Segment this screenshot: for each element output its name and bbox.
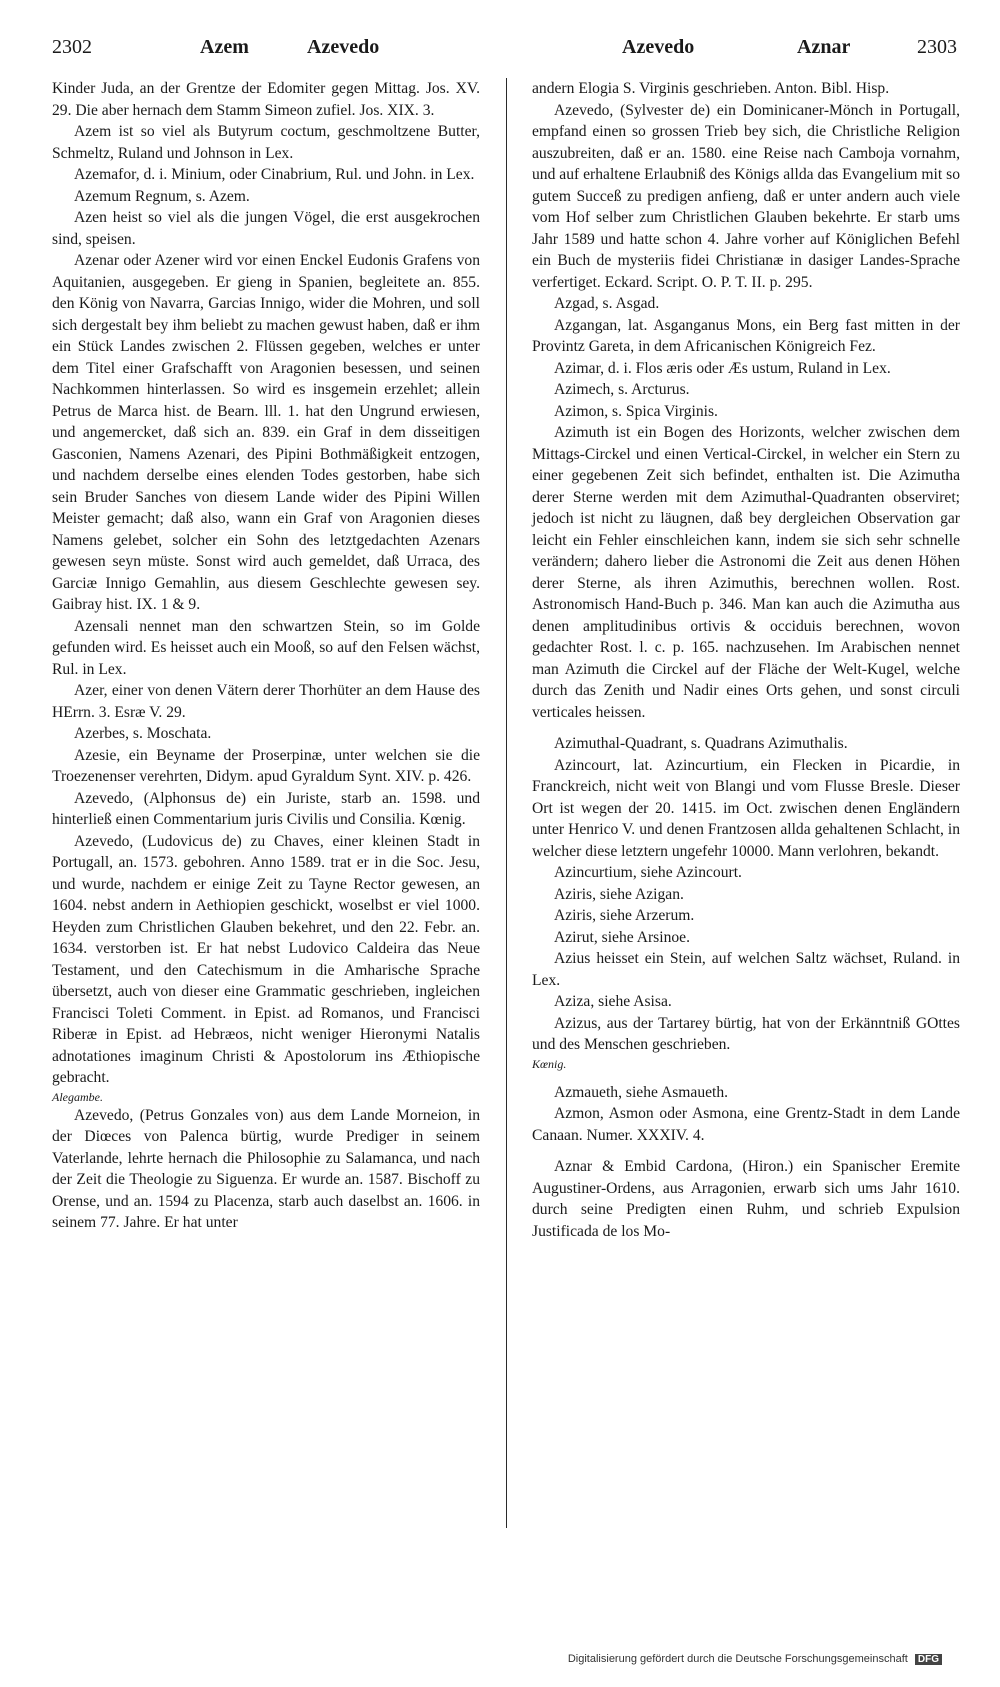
entry: Azgad, s. Asgad. xyxy=(554,295,660,312)
entry: Azimuthal-Quadrant, s. Quadrans Azimuthalis. xyxy=(554,735,848,752)
entry: Azimar, d. i. Flos æris oder Æs ustum, Ruland in Lex. xyxy=(554,359,891,377)
entry: Azevedo, (Ludovicus de) zu Chaves, einer kleinen Stadt in Portugall, an. 1573. gebohren. Anno 1589. trat er in die Soc. Jesu, und wurde, nachdem er einige Zeit zu Tayne Rector gewesen, an 1604. nebst andern in Aethiopien geschickt, woselbst er viel 1000. Heyden zum Christlichen Glauben bekehret, und den 22. Febr. an. 1634. verstorben ist. Er hat nebst Ludovico Caldeira das Neue Testament, und den Catechismum in die Amharische Sprache übersetzt, auch von dieser eine Grammatic geschrieben, ingleichen Francisci Toleti Comment. in Epist. ad Romanos, und Francisci Riberæ in Epist. ad Hebræos, nicht weniger Hieronymi Natalis adnotationes imaginum Christi & Apostolorum ins Æthiopische gebracht. xyxy=(52,832,480,1086)
entry: Azemafor, d. i. Minium, oder Cinabrium, Rul. und John. in Lex. xyxy=(74,166,475,183)
digitization-footer xyxy=(568,1653,942,1665)
dfg-logo: DFG xyxy=(915,1654,942,1665)
entry: Azirut, siehe Arsinoe. xyxy=(554,928,690,946)
entry: Aznar & Embid Cardona, (Hiron.) ein Spanischer Eremite Augustiner-Ordens, aus Arragonien, erwarb sich ums Jahr 1610. durch seine Predigten einen Ruhm, und schrieb Expulsion Justificada de los Mo- xyxy=(532,1158,960,1240)
entry: Aziris, siehe Arzerum. xyxy=(554,907,695,924)
entry: Azensali nennet man den schwartzen Stein, so im Golde gefunden wird. Es heisset auch ein Mooß, so auf den Felsen wächst, Rul. in Lex. xyxy=(52,617,480,678)
entry: Azizus, aus der Tartarey bürtig, hat von der Erkänntniß GOttes und des Menschen geschrieben. xyxy=(532,1014,960,1053)
left-catchword-1: Azem xyxy=(200,36,249,58)
right-catchword-1: Azevedo xyxy=(622,36,695,58)
left-catchword-2: Azevedo xyxy=(307,36,380,58)
entry: Azevedo, (Petrus Gonzales von) aus dem Lande Morneion, in der Diœces von Palenca bürtig, wurde Prediger in seinem Vaterlande, lehrte hernach die Philosophie zu Salamanca, und nach der Zeit die Theologie zu Siguenza. Er wurde an. 1587. Bischoff zu Orense, und an. 1594 zu Placenza, starb auch daselbst an. 1606. in seinem 77. Jahre. Er hat unter xyxy=(52,1106,480,1231)
running-header xyxy=(52,36,957,66)
right-catchword-2: Aznar xyxy=(797,36,851,58)
entry: Azmon, Asmon oder Asmona, eine Grentz-Stadt in dem Lande Canaan. Numer. XXXIV. 4. xyxy=(532,1105,960,1144)
page-number-left: 2302 xyxy=(52,36,92,58)
footer-text: Digitalisierung gefördert durch die Deutsche Forschungsgemeinschaft xyxy=(567,1653,908,1665)
entry: Azemum Regnum, s. Azem. xyxy=(74,187,250,205)
entry: Azer, einer von denen Vätern derer Thorhüter an dem Hause des HErrn. 3. Esræ V. 29. xyxy=(52,682,480,721)
entry: Azincourt, lat. Azincurtium, ein Flecken in Picardie, in Franckreich, nicht weit von Blangi und vom Flusse Bresle. Dieser Ort ist wegen der 20. 1415. im Oct. zwischen denen Engländern unter Henrico V. und denen Frantzosen allda gehaltenen Schlacht, in welcher diese letztern ungefehr 10000. Mann verlohren, bekandt. xyxy=(532,756,960,860)
entry: Aziza, siehe Asisa. xyxy=(554,993,672,1010)
page-number-right: 2303 xyxy=(917,36,957,58)
entry: andern Elogia S. Virginis geschrieben. Anton. Bibl. Hisp. xyxy=(532,80,890,97)
source-note: Alegambe. xyxy=(52,1089,103,1104)
entry: Kinder Juda, an der Grentze der Edomiter gegen Mittag. Jos. XV. 29. Die aber hernach dem Stamm Simeon zufiel. Jos. XIX. 3. xyxy=(52,80,480,119)
entry: Azius heisset ein Stein, auf welchen Saltz wächset, Ruland. in Lex. xyxy=(532,950,960,989)
entry: Azgangan, lat. Asganganus Mons, ein Berg fast mitten in der Provintz Gareta, in dem Africanischen Königreich Fez. xyxy=(532,316,960,355)
entry: Azem ist so viel als Butyrum coctum, geschmoltzene Butter, Schmeltz, Ruland und Johnson in Lex. xyxy=(52,123,480,162)
source-note: Kœnig. xyxy=(532,1056,567,1071)
entry: Azimon, s. Spica Virginis. xyxy=(554,402,718,420)
entry: Aziris, siehe Azigan. xyxy=(554,885,684,903)
entry: Azesie, ein Beyname der Proserpinæ, unter welchen sie die Troezenenser verehrten, Didym. apud Gyraldum Synt. XIV. p. 426. xyxy=(52,746,480,785)
left-column xyxy=(52,78,480,1234)
entry: Azmaueth, siehe Asmaueth. xyxy=(554,1083,729,1101)
entry: Azincurtium, siehe Azincourt. xyxy=(554,864,742,881)
right-column xyxy=(532,78,960,1242)
entry: Azen heist so viel als die jungen Vögel, die erst ausgekrochen sind, speisen. xyxy=(52,209,480,248)
entry: Azimuth ist ein Bogen des Horizonts, welcher zwischen dem Mittags-Circkel und einen Vertical-Circkel, in welcher ein Stern zu einer gegebenen Zeit sich befindet, enthalten ist. Die Azimutha derer Sterne werden mit dem Azimuthal-Quadranten observiret; jedoch ist nicht zu läugnen, daß bey dergleichen Observation gar leicht ein Fehler einschleichen kann, indem sie sich sehr schnelle verändern; dahero lieber die Astronomi die Zeit aus denen Höhen derer Sterne, als ihren Azimuthis, berechnen wollen. Rost. Astronomisch Hand-Buch p. 346. Man kan auch die Azimutha aus denen amplitudinibus ortivis & occiduis berechnen, wovon gedachter Rost. l. c. p. 165. nachzusehen. Im Arabischen nennet man Azimuth die Circkel auf der Fläche der Welt-Kugel, welche durch das Zenith und Nadir eines Orts gehen, und sonst circuli verticales heissen. xyxy=(532,424,960,721)
entry: Azevedo, (Sylvester de) ein Dominicaner-Mönch in Portugall, empfand einen so grossen Trieb bey sich, die Christliche Religion auszubreiten, daß er an. 1580. eine Reise nach Camboja vornahm, und auf erhaltene Erlaubniß des Königs allda das Evangelium mit so gutem Succeß zu predigen anfieng, daß er unter andern auch viele vom Hof selber zum Christlichen Glauben bekehrte. Er starb ums Jahr 1589 und hatte schon 4. Jahre vorher auf Königlichen Befehl ein Buch de mysteriis fidei Christianæ in dasiger Landes-Sprache verfertiget. Eckard. Script. O. P. T. II. p. 295. xyxy=(532,101,960,291)
entry: Azerbes, s. Moschata. xyxy=(74,725,212,742)
column-divider xyxy=(506,78,507,1528)
entry: Azimech, s. Arcturus. xyxy=(554,381,690,398)
entry: Azenar oder Azener wird vor einen Enckel Eudonis Grafens von Aquitanien, ausgegeben. Er gieng in Spanien, begleitete an. 855. den König von Navarra, Garcias Innigo, wider die Mohren, und soll sich dergestalt bey ihm beliebt zu machen gewust haben, daß er ihm ein Stück Landes zwischen 2. Flüssen gegeben, welches er unter dem Titel einer Grafschafft von Aragonien besessen, und seinen Nachkommen hinterlassen. So wird es insgemein erzehlet; allein Petrus de Marca hist. de Bearn. lll. 1. hat den Ungrund erwiesen, und angemercket, daß sich an. 839. ein Graf in dem disseitigen Gasconien, Namens Azenari, des Pipini Bothmäßigkeit entzogen, und nachdem derselbe eines elenden Todes gestorben, habe sich sein Bruder Sanches von diesem Lande wider des Pipini Willen Meister gemacht; daß also, wann ein Graf von Aragonien dieses Namens gelebet, solcher ein Sohn des letztgedachten Azenars gewesen seyn müste. Sonst wird auch gemeldet, daß Urraca, des Garciæ Innigo Gemahlin, aus diesem Geschlechte gewesen sey. Gaibray hist. IX. 1 & 9. xyxy=(52,252,480,613)
entry: Azevedo, (Alphonsus de) ein Juriste, starb an. 1598. und hinterließ einen Commentarium juris Civilis und Consilia. Kœnig. xyxy=(52,789,480,828)
